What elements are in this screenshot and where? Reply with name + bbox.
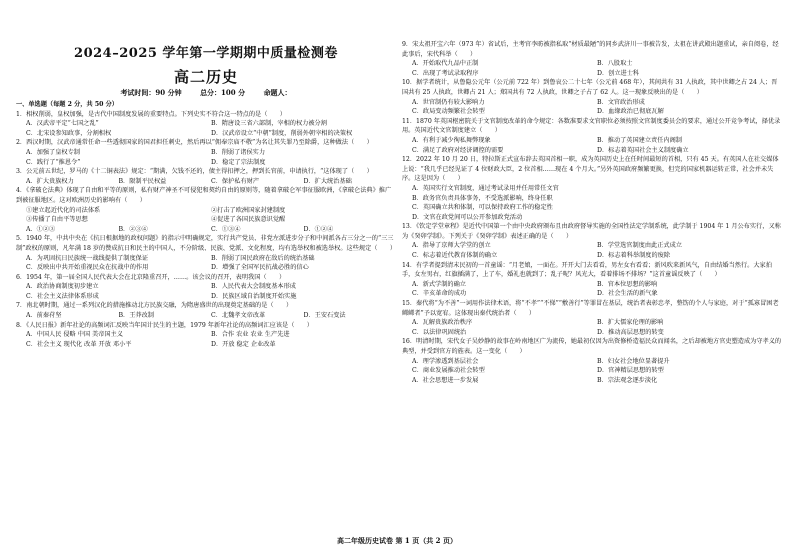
answer-option: B．政务官负责具体事务，不受选派影响，终身任职 xyxy=(412,194,553,202)
answer-option: ②打击了欧洲国家封建制度 xyxy=(211,206,286,214)
answer-option: A．政治协商制度初步建立 xyxy=(26,283,99,291)
answer-option: C．①③④ xyxy=(211,225,241,233)
answer-option: B．王莽改制 xyxy=(118,312,154,320)
answer-option: A．①②③ xyxy=(26,225,56,233)
answer-option: C．英国确立共和体制，可以保持政府工作的稳定性 xyxy=(412,204,553,212)
answer-option: B．②③④ xyxy=(118,225,148,233)
answer-option: B．限制平民权益 xyxy=(118,177,167,185)
answer-option: B．隋唐设三省六部制，宰相的权力被分割 xyxy=(211,120,327,128)
question xyxy=(16,234,396,272)
question-stem: 11．1870 年英国枢密院关于文官制度改革的命令规定：各数准要求文官职位必须按照文官制度委员会的要求，通过公开竞争考试，择优录用。英国近代文官制度建立（ ） xyxy=(402,117,781,135)
question xyxy=(402,117,782,155)
exam-meta xyxy=(16,88,396,98)
answer-option: C．社会主义 现代化 改革 开放 邓小平 xyxy=(26,340,132,348)
question xyxy=(16,321,396,350)
question-stem: 10．据学者统计，从鲁隐公元年（公元前 722 年）到鲁哀公二十七年（公元前 468 年），其间共有 31 人执政，其中世卿之占 24 人；晋国共有 25 人执政，世卿占 21 人；郑国共有 72 人执政，世卿之子占了 62 人。这一现象反映出的是（ ） xyxy=(402,79,778,96)
question xyxy=(402,40,782,78)
answer-options xyxy=(402,318,782,337)
answer-option: B．官本位思想的影响 xyxy=(597,280,658,288)
answer-option: B．削弱了诸侯实力 xyxy=(211,148,266,156)
question-stem: 12．2022 年 10 月 20 日，特拉斯正式宣布辞去英国首相一职，成为英国历史上在任时间最短的首相，只有 45 天。有英国人在社交媒体上说：“我几乎已经见证了 4 位财政大臣，2 位首相……现在 4 个月大。”另外英国政府频繁更换，但完的国家机器运转正常，社会并未失序。这是因为（ ） xyxy=(402,156,779,183)
answer-option: C．满足了政府对经济调控的需要 xyxy=(412,146,504,154)
answer-option: B．宗法观念逐步淡化 xyxy=(597,376,658,384)
answer-option: A．汉武帝平定“七国之乱” xyxy=(26,120,99,128)
answer-option: C．商业发展推动社会转型 xyxy=(412,367,485,375)
answer-option: A．新式学制的确立 xyxy=(412,280,466,288)
question-stem: 16．明清时期，宋代女子吴妙静的故事在岭南地区广为流传，她最初仅因为出资修桥造福民众而闻名，之后却被地方官吏塑造成为守孝义的典型，并受到官方的旌表。这一变化（ ） xyxy=(402,338,782,355)
answer-option: B．学堂选官制度由此正式成立 xyxy=(597,242,682,250)
answer-option: A．有利于减少徇私舞弊现象 xyxy=(412,136,491,144)
answer-option: C．以法律巩固统治 xyxy=(412,328,467,336)
answer-option: A．英国实行文官制度，通过考试录用并任用常任文官 xyxy=(412,184,559,192)
page-footer: 高二年级历史试卷 第 1 页（共 2 页） xyxy=(337,536,457,545)
answer-option: C．社会主义法律体系形成 xyxy=(26,292,99,300)
answer-option: B．削弱了国民政府在敌后的统治基础 xyxy=(211,254,315,262)
answer-option: A．社会思想进一步发展 xyxy=(412,376,479,384)
answer-option: B．扩大儒家伦理的影响 xyxy=(597,319,664,327)
question-stem: 1．相权削弱，皇权加强，是古代中国制度发展的重要特点。下列史实不符合这一特点的是（ ） xyxy=(16,110,286,118)
answer-option: D．稳定了宗法制度 xyxy=(211,158,266,166)
answer-options xyxy=(402,241,782,260)
answer-option: D．王安石变法 xyxy=(303,312,346,320)
question-stem: 7．南北朝时期，通过一系列汉化的措施推动北方民族交融，为隋唐盛世的出现奠定基础的是（ ） xyxy=(16,302,293,310)
answer-option: D．增强了全国军民抗战必胜的信心 xyxy=(211,264,309,272)
answer-options xyxy=(16,148,396,167)
answer-option: A．世官制仍有较大影响力 xyxy=(412,98,485,106)
answer-options xyxy=(16,330,396,349)
question xyxy=(16,110,396,139)
answer-option: D．创立进士科 xyxy=(597,69,640,77)
answer-options xyxy=(16,311,396,321)
question xyxy=(16,138,396,167)
answer-options xyxy=(16,119,396,138)
question-stem: 14．有学者提到清末民初的一首童谣：“月老娘，一面在。开开大门去看看，男左女右看看；新风吹来新风气，自由结婚当然行。大家拍手，女左男右，红旗插满了，上了车，婚礼也就到了；乱子呢？风光大，看着排场不排场？”这首童谣反映了（ ） xyxy=(402,261,772,279)
question xyxy=(402,376,782,386)
answer-option: D．标志着英国社会主义制度确立 xyxy=(597,146,689,154)
answer-options xyxy=(16,177,396,187)
answer-option: ①建立起近代化的司法体系 xyxy=(26,206,101,214)
question xyxy=(16,301,396,320)
answer-option: C．践行了“推恩令” xyxy=(26,158,81,166)
exam-score: 总分：100 分 xyxy=(200,88,246,97)
exam-title: 2024–2025 学年第一学期期中质量检测卷 xyxy=(74,46,338,61)
answer-option: D．文官在政党间可以公开参加政党活动 xyxy=(412,213,523,221)
question xyxy=(402,337,782,375)
answer-option: D．标志着科举制度的废除 xyxy=(597,252,671,260)
answer-option: ③传播了自由平等思想 xyxy=(26,216,88,224)
answer-option: A．指导了京师大学堂的创立 xyxy=(412,242,491,250)
answer-option: D．汉武帝设立“中朝”制度，削弱外朝宰相的决策权 xyxy=(211,129,353,137)
answer-option: C．保护私有财产 xyxy=(211,177,260,185)
question xyxy=(16,273,396,302)
answer-option: D．社会生活的新气象 xyxy=(597,290,658,298)
answer-options xyxy=(402,98,782,117)
question xyxy=(402,299,782,337)
answer-option: B．妇女社会地位显著提升 xyxy=(597,357,670,365)
question-stem: 4．《拿破仑法典》体现了自由和平等的原则，私有财产神圣不可侵犯和契约自由的原则等，随着拿破仑军事征服欧洲，《拿破仑法典》推广到被征服地区。这对欧洲历史的影响有（ ） xyxy=(16,187,392,204)
answer-option: A．加强了皇权专制 xyxy=(26,148,80,156)
question xyxy=(16,225,396,235)
answer-options xyxy=(16,254,396,273)
question xyxy=(402,261,782,299)
answer-option: C．北魏孝文帝改革 xyxy=(211,312,266,320)
question-stem: 5．1940 年，中共中央在《抗日根据地的政权问题》的指示中明确规定，实行共产党员、非党左派进步分子和中间派各占三分之一的“三三制”政权的原则，凡年满 18 岁的赞成抗日和民主的中国人，不分阶级、民族、党派、文化程度，均有选举权和被选举权。这些规定（ ） xyxy=(16,235,397,252)
question xyxy=(402,78,782,116)
answer-option: A．理学渗透到基层社会 xyxy=(412,357,479,365)
exam-time: 考试时间：90 分钟 xyxy=(120,88,182,97)
answer-option: C．反映出中共开始重视民众在抗战中的作用 xyxy=(26,264,149,272)
question-stem: 8．《人民日报》新年社论的高频词汇反映当年国计民生的主题，1979 年新年社论的高频词汇应该是（ ） xyxy=(16,321,313,329)
answer-options xyxy=(402,136,782,155)
answer-option: D．①②④ xyxy=(303,225,334,233)
answer-option: B．文官政治形成 xyxy=(597,98,645,106)
question-stem: 15．秦代将“为不善”一词用作法律术语，将“不孝”“不悌”“敷善行”等罪冒在基层，统治者表彰忠孝，整饬的个人与家庭，对于“孤寡冒困老鳏鳏者”予以宽宥。这体现出秦代统治者（ ） xyxy=(402,300,779,317)
left-column xyxy=(16,100,396,349)
question xyxy=(402,155,782,222)
answer-option: A．开始取代九品中正制 xyxy=(412,60,479,68)
answer-option: D．血缘政治已彻底瓦解 xyxy=(597,108,664,116)
answer-options xyxy=(16,206,396,225)
answer-option: A．为巩固抗日民族统一战线提供了制度保证 xyxy=(26,254,149,262)
answer-options xyxy=(16,225,396,235)
question-stem: 6．1954 年，第一届全国人民代表大会在北京隆重召开，……。该会议的召开，表明我国（ ） xyxy=(16,273,286,281)
section-heading: 一、单选题（每题 2 分，共 50 分） xyxy=(16,101,118,108)
question-stem: 2．西汉时期，汉武帝通常任命一些透彻国家的国君担任刺史，然后再以“佣奉宗庙不敬”为名让其失罪乃至除爵，这种做法（ ） xyxy=(16,139,373,147)
answer-options xyxy=(402,357,782,376)
answer-options xyxy=(402,184,782,222)
left-question-list xyxy=(16,110,396,350)
question-stem: 9．宋太祖开宝六年（973 年）省试后，主考官李昉被指私取“材质最陋”的同乡武济川一事被告发，太祖在讲武殿出题重试，亲自阅卷，经此事后，宋代科举（ ） xyxy=(402,41,779,58)
answer-options xyxy=(402,376,782,386)
answer-options xyxy=(402,280,782,299)
answer-options xyxy=(16,282,396,301)
question-stem: 13．《钦定学堂章程》是近代中国第一个由中央政府颁布且由政府督导实施的全国性法定学制系统，此学制于 1904 年 1 月公布实行，又称为《癸卯学制》。下列关于《癸卯学制》表述正确的是（ ） xyxy=(402,223,781,240)
answer-option: ④促进了各国民族意识觉醒 xyxy=(211,216,286,224)
answer-option: D．开放 稳定 企业改革 xyxy=(211,340,276,348)
subject-title: 高二历史 xyxy=(173,68,238,86)
question xyxy=(402,222,782,260)
answer-option: B．八股取士 xyxy=(597,60,633,68)
answer-option: C．出现了考试录取程序 xyxy=(412,69,479,77)
answer-option: D．官神精层思想的转型 xyxy=(597,367,664,375)
exam-author: 命题人： xyxy=(263,88,292,97)
answer-option: B．推动了英国建立责任内阁制 xyxy=(597,136,682,144)
answer-option: D．推动高层思想的转变 xyxy=(597,328,664,336)
answer-option: A．瓦解贵族政治秩序 xyxy=(412,319,473,327)
answer-option: A．中国人民 侵略 中国 美帝国主义 xyxy=(26,331,123,339)
answer-option: C．北宋设参知政事，分割相权 xyxy=(26,129,112,137)
question xyxy=(16,167,396,186)
question xyxy=(16,186,396,224)
answer-option: C．辛亥革命的成功 xyxy=(412,290,467,298)
answer-option: C．标志着近代教育体制的确立 xyxy=(412,252,498,260)
answer-option: A．前秦苻坚 xyxy=(26,312,62,320)
answer-option: D．扩大统治基础 xyxy=(303,177,352,185)
answer-option: A．扩大贵族权力 xyxy=(26,177,74,185)
answer-option: C．政局变动频繁社会转型 xyxy=(412,108,485,116)
right-question-list xyxy=(402,40,782,385)
answer-options xyxy=(402,59,782,78)
answer-option: B．人民代表大会制度基本形成 xyxy=(211,283,296,291)
answer-option: B．合作 农业 农业 生产先进 xyxy=(211,331,290,339)
right-column xyxy=(402,40,782,385)
question-stem: 3．公元前五世纪，罗马的《十二铜表法》规定：“期满，欠钱不还的，债主得扣押之，押到长官前，申请执行，“这体现了（ ） xyxy=(16,168,373,176)
answer-option: D．民族区域自治制度开始实施 xyxy=(211,292,297,300)
